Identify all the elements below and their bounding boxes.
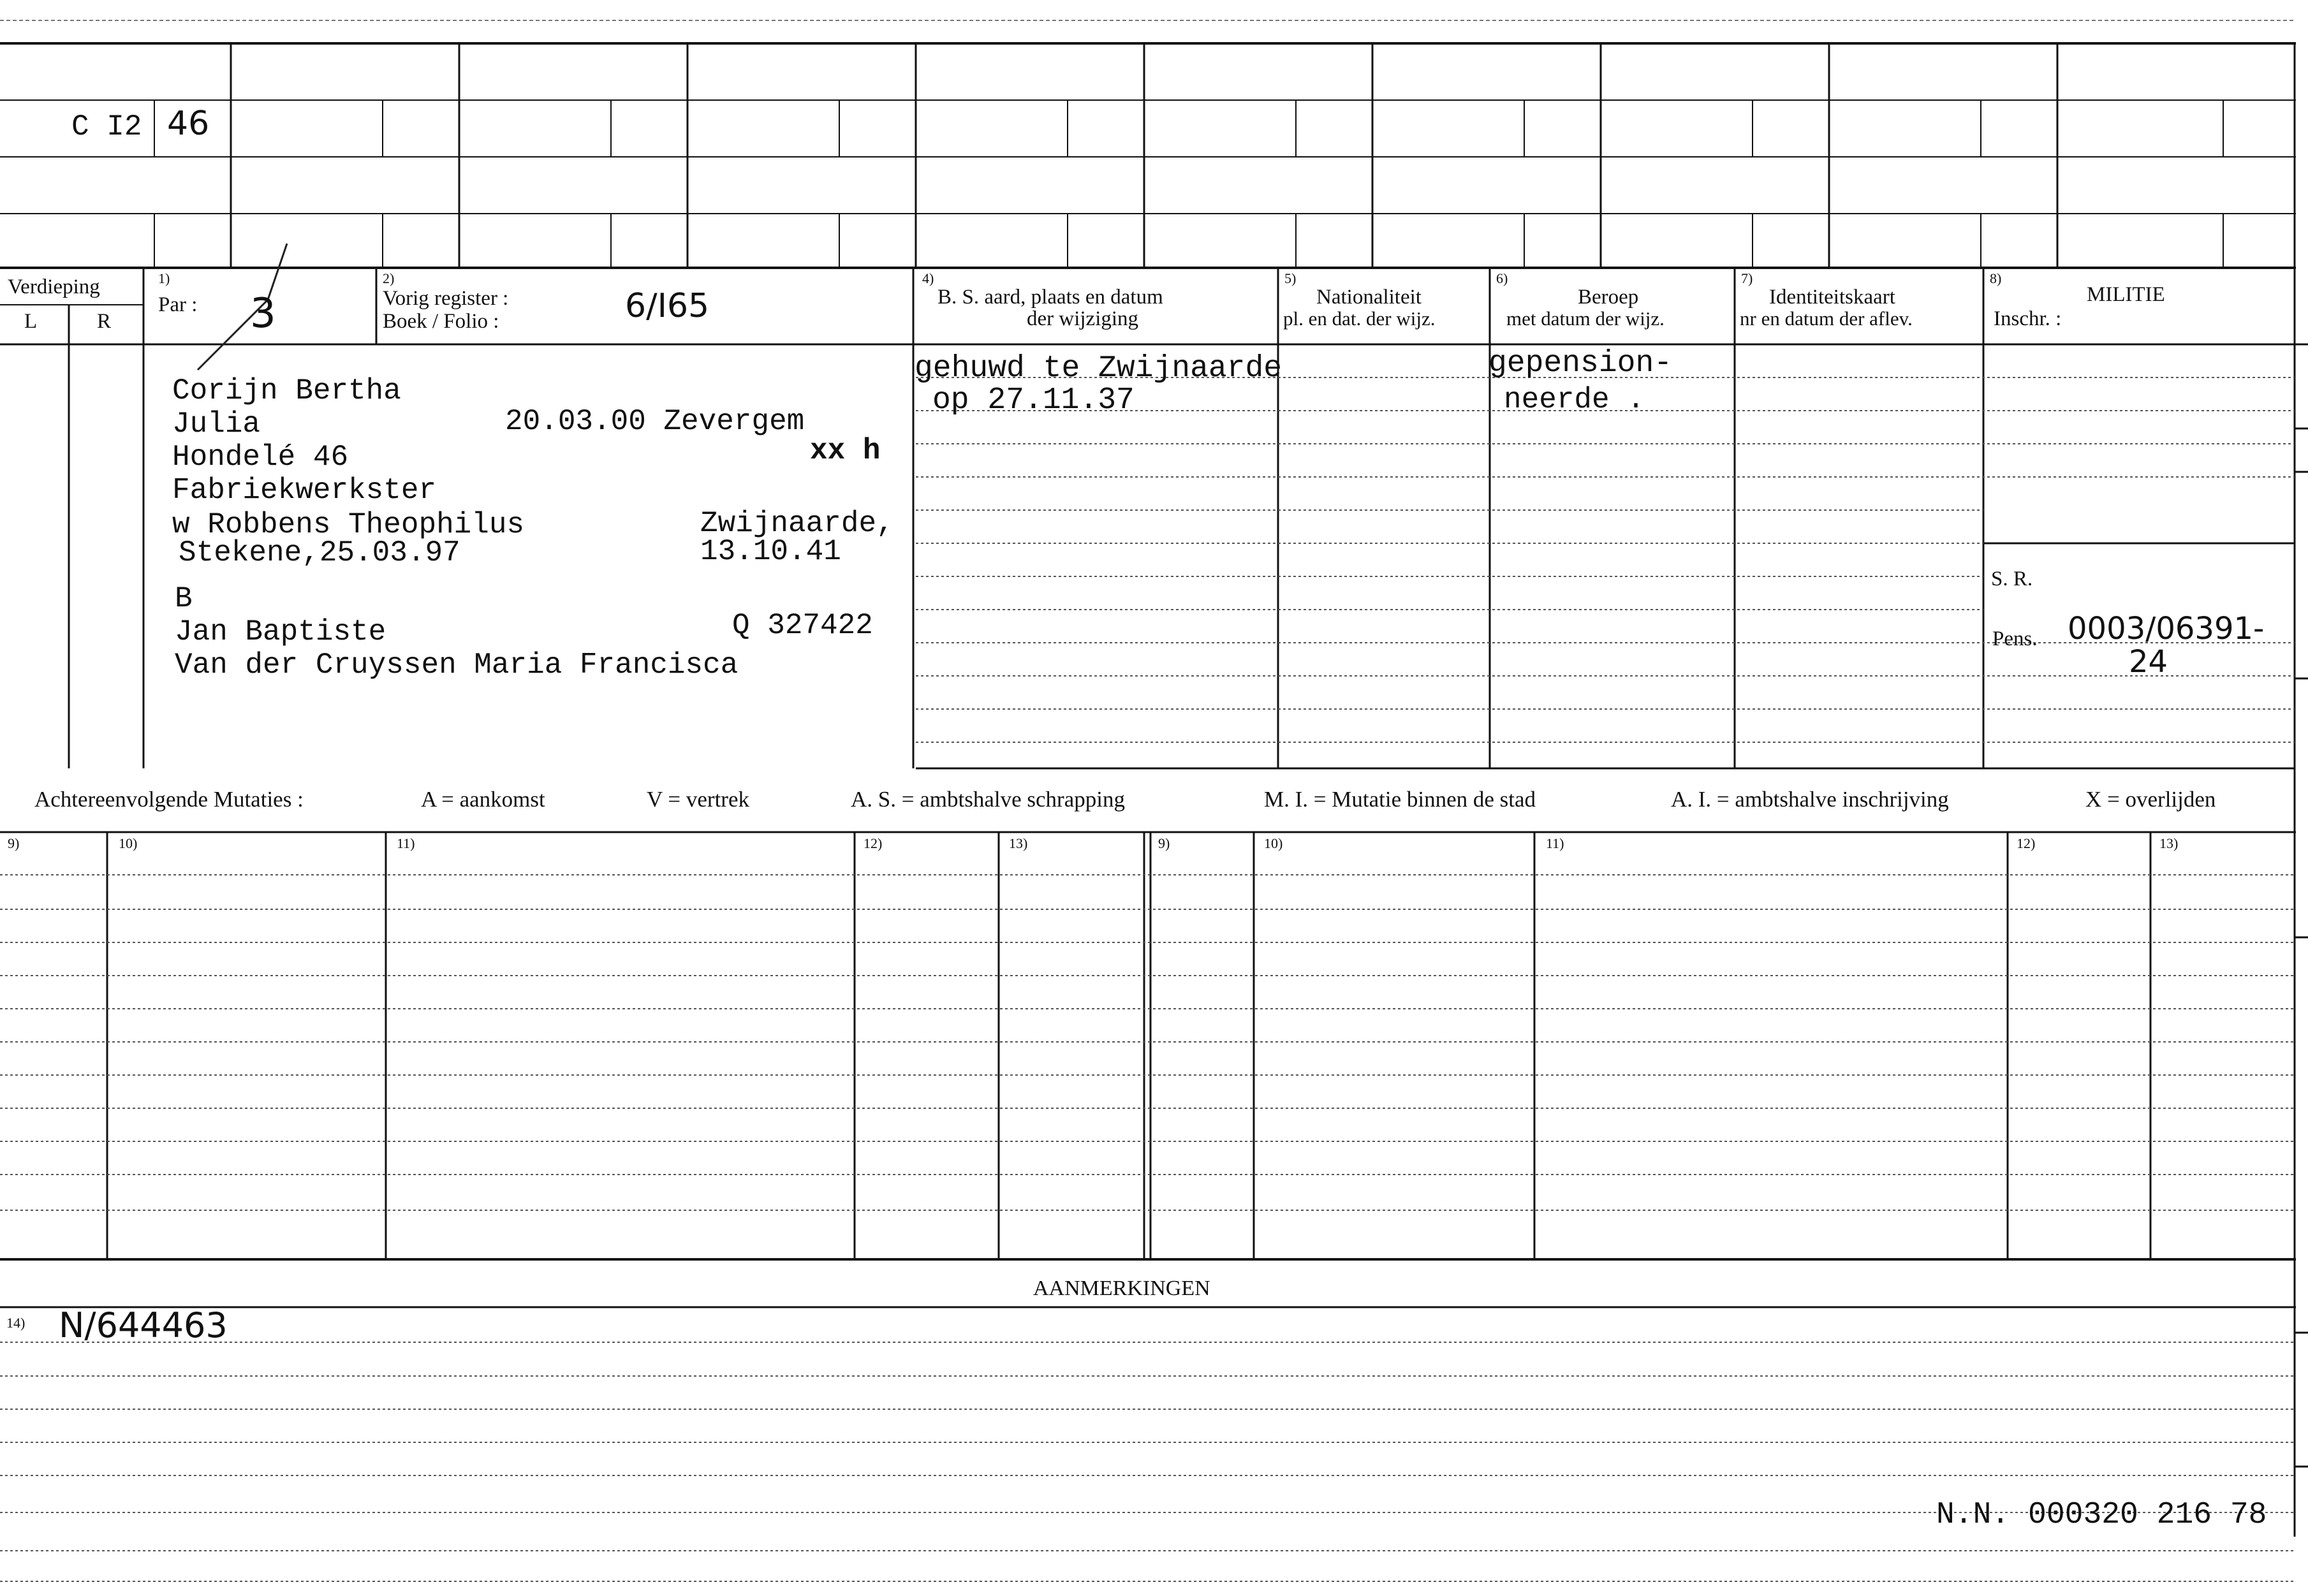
beroep-entry-line1: gepension- xyxy=(1488,346,1673,381)
boek-folio-label: Boek / Folio : xyxy=(383,310,499,333)
card-number: 46 xyxy=(167,105,210,143)
aanmerkingen-title: AANMERKINGEN xyxy=(1033,1277,1210,1300)
verdieping-l-label: L xyxy=(24,310,38,333)
mutation-col-10-right: 10) xyxy=(1264,835,1283,851)
person-address: Hondelé 46 xyxy=(172,441,349,474)
person-code: Q 327422 xyxy=(732,609,873,642)
mutatie-overlijden: X = overlijden xyxy=(2085,787,2216,812)
mutatie-aankomst: A = aankomst xyxy=(421,787,545,812)
sr-label: S. R. xyxy=(1991,567,2033,590)
beroep-header-line1: Beroep xyxy=(1578,286,1639,309)
person-mark: xx h xyxy=(810,434,881,467)
beroep-header-line2: met datum der wijz. xyxy=(1506,307,1665,330)
militie-header: MILITIE xyxy=(2087,283,2165,306)
mutation-col-12-right: 12) xyxy=(2017,835,2036,851)
person-birth: 20.03.00 Zevergem xyxy=(505,405,805,438)
bs-header-line1: B. S. aard, plaats en datum xyxy=(937,286,1163,309)
aanmerkingen-value: N/644463 xyxy=(59,1305,228,1345)
bs-header-line2: der wijziging xyxy=(1027,307,1139,330)
mutatie-vertrek: V = vertrek xyxy=(647,787,749,812)
col-7-number: 7) xyxy=(1741,270,1753,286)
person-father: Jan Baptiste xyxy=(175,615,386,648)
person-occupation: Fabriekwerkster xyxy=(172,474,437,507)
person-middle-name: Julia xyxy=(172,407,261,441)
pens-label: Pens. xyxy=(1992,627,2038,650)
boek-folio-value: 6/I65 xyxy=(625,287,710,325)
col-4-number: 4) xyxy=(922,270,934,286)
mutation-col-11-right: 11) xyxy=(1546,835,1564,851)
person-mother: Van der Cruyssen Maria Francisca xyxy=(175,648,739,682)
par-label: Par : xyxy=(158,293,198,316)
national-number: N.N. 000320 216 78 xyxy=(1936,1498,2267,1532)
identiteitskaart-header-line1: Identiteitskaart xyxy=(1769,286,1895,309)
mutation-col-13: 13) xyxy=(1009,835,1028,851)
nationaliteit-header-line1: Nationaliteit xyxy=(1316,286,1422,309)
bs-entry-line1: gehuwd te Zwijnaarde xyxy=(915,351,1283,386)
identiteitskaart-header-line2: nr en datum der aflev. xyxy=(1740,307,1913,330)
mutaties-title: Achtereenvolgende Mutaties : xyxy=(34,787,304,812)
mutation-col-9-right: 9) xyxy=(1158,835,1170,851)
mutatie-ambtshalve-schrapping: A. S. = ambtshalve schrapping xyxy=(851,787,1125,812)
mutatie-binnen-de-stad: M. I. = Mutatie binnen de stad xyxy=(1264,787,1536,812)
inschr-label: Inschr. : xyxy=(1994,307,2062,330)
par-value: 3 xyxy=(250,290,276,337)
col-8-number: 8) xyxy=(1990,270,2002,286)
verdieping-label: Verdieping xyxy=(8,275,100,298)
verdieping-r-label: R xyxy=(97,310,112,333)
bs-entry-line2: op 27.11.37 xyxy=(932,383,1135,418)
pens-value-line2: 24 xyxy=(2129,644,2168,680)
pens-value-line1: 0003/06391- xyxy=(2068,611,2265,647)
mutation-col-11: 11) xyxy=(397,835,415,851)
nationaliteit-header-line2: pl. en dat. der wijz. xyxy=(1283,307,1436,330)
mutation-col-10: 10) xyxy=(119,835,138,851)
aanmerkingen-number: 14) xyxy=(6,1315,26,1331)
vorig-register-label: Vorig register : xyxy=(383,287,509,310)
person-marriage-date: 13.10.41 xyxy=(700,535,841,568)
person-spouse: w Robbens Theophilus xyxy=(172,508,525,541)
col-2-number: 2) xyxy=(383,270,395,286)
col-6-number: 6) xyxy=(1496,270,1508,286)
person-section-letter: B xyxy=(175,582,193,615)
mutation-col-9: 9) xyxy=(8,835,20,851)
person-spouse-birth: Stekene,25.03.97 xyxy=(179,536,460,569)
person-surname-firstname: Corijn Bertha xyxy=(172,374,401,407)
beroep-entry-line2: neerde . xyxy=(1504,383,1645,416)
mutatie-ambtshalve-inschrijving: A. I. = ambtshalve inschrijving xyxy=(1671,787,1949,812)
mutation-col-12: 12) xyxy=(864,835,883,851)
card-code: C I2 xyxy=(71,110,142,143)
col-1-number: 1) xyxy=(158,270,170,286)
col-5-number: 5) xyxy=(1284,270,1297,286)
mutation-col-13-right: 13) xyxy=(2159,835,2179,851)
person-marriage-place: Zwijnaarde, xyxy=(700,507,894,540)
